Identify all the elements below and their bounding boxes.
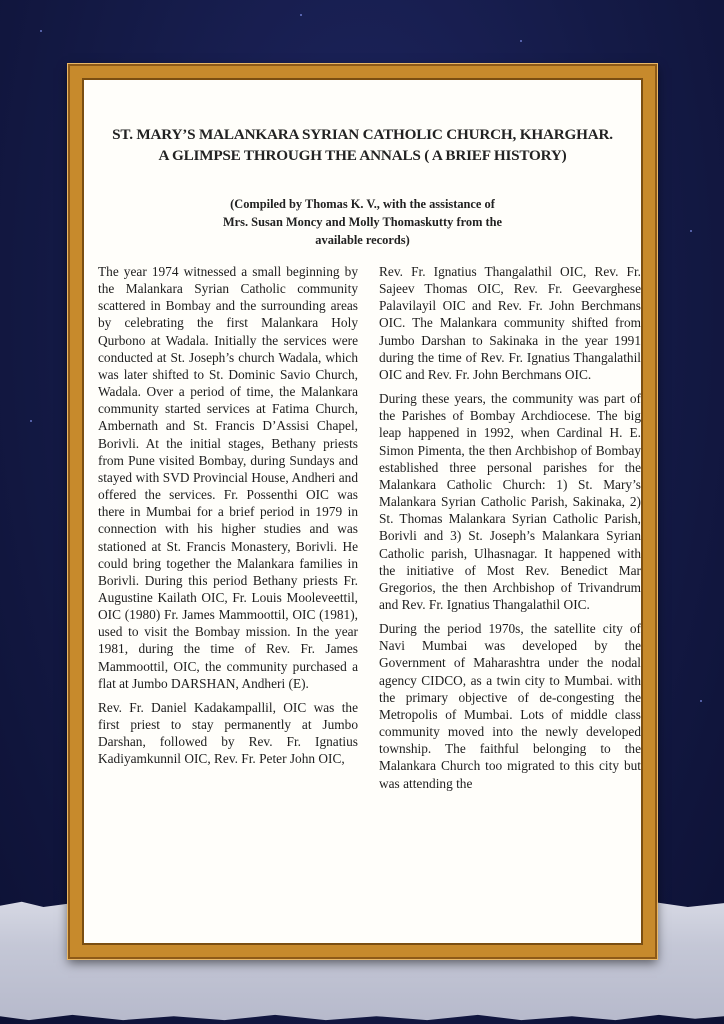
gold-picture-frame: [68, 64, 657, 959]
document-page: [90, 86, 641, 937]
document-title: ST. MARY’S MALANKARA SYRIAN CATHOLIC CHURCH, KHARGHAR. A GLIMPSE THROUGH THE ANNALS ( A BRIEF HISTORY): [112, 126, 613, 164]
star-decoration: [300, 14, 302, 16]
star-decoration: [700, 700, 702, 702]
left-text-column: [98, 263, 358, 775]
paragraph: The year 1974 witnessed a small beginning by the Malankara Syrian Catholic community scattered in Bombay and the surrounding areas by celebrating the first Malankara Holy Qurbono at Wadala. Initially the services were conducted at St. Joseph’s church Wadala, which was later shifted to St. Dominic Savio Church, Wadala. Over a period of time, the Malankara community started services at Fatima Church, Ambernath and St. Francis D’Assisi Chapel, Borivli. At the initial stages, Bethany priests from Pune visited Bombay, during Sundays and stayed with SVD Provincial House, Andheri and offered the services. Fr. Possenthi OIC was there in Mumbai for a brief period in 1979 in connection with his higher studies and was stationed at St. Francis Monastery, Borivli. He could bring together the Malankara families in Borivli. During this period Bethany priests Fr. Augustine Kailath OIC, Fr. Louis Mooleveettil, OIC (1980) Fr. James Mammoottil, OIC (1981), used to visit the Bombay mission. In the year 1981, during the time of Rev. Fr. James Mammoottil, OIC, the community purchased a flat at Jumbo DARSHAN, Andheri (E).: [98, 264, 358, 691]
paragraph: During the period 1970s, the satellite city of Navi Mumbai was developed by the Government of Maharashtra under the nodal agency CIDCO, as a twin city to Mumbai. with the primary objective of de-congesting the Metropolis of Mumbai. Lots of middle class community moved into the newly developed township. The faithful belonging to the Malankara Church too migrated to this city but was attending the: [379, 621, 641, 791]
paragraph: Rev. Fr. Ignatius Thangalathil OIC, Rev. Fr. Sajeev Thomas OIC, Rev. Fr. Geevarghese Palavilayil OIC and Rev. Fr. John Berchmans OIC. The Malankara community shifted from Jumbo Darshan to Sakinaka in the year 1991 during the time of Rev. Fr. Ignatius Thangalathil OIC and Rev. Fr. John Berchmans OIC.: [379, 264, 641, 382]
star-decoration: [690, 230, 692, 232]
star-decoration: [520, 40, 522, 42]
right-text-column: [379, 263, 641, 799]
paragraph: During these years, the community was part of the Parishes of Bombay Archdiocese. The big leap happened in 1992, when Cardinal H. E. Simon Pimenta, the then Archbishop of Bombay established three personal parishes for the Malankara Catholic Church: 1) St. Mary’s Malankara Syrian Catholic Parish, Sakinaka, 2) St. Thomas Malankara Syrian Catholic Parish, Borivli and 3) St. Joseph’s Malankara Syrian Catholic parish, Ulhasnagar. It happened with the initiative of Most Rev. Benedict Mar Gregorios, the then Archbishop of Trivandrum and Rev. Fr. Ignatius Thangalathil OIC.: [379, 391, 641, 612]
star-decoration: [30, 420, 32, 422]
document-credits: (Compiled by Thomas K. V., with the assistance of Mrs. Susan Moncy and Molly Thomaskutty from the available records): [222, 197, 503, 247]
paragraph: Rev. Fr. Daniel Kadakampallil, OIC was the first priest to stay permanently at Jumbo Darshan, followed by Rev. Fr. Ignatius Kadiyamkunnil OIC, Rev. Fr. Peter John OIC,: [98, 699, 358, 767]
star-decoration: [40, 30, 42, 32]
